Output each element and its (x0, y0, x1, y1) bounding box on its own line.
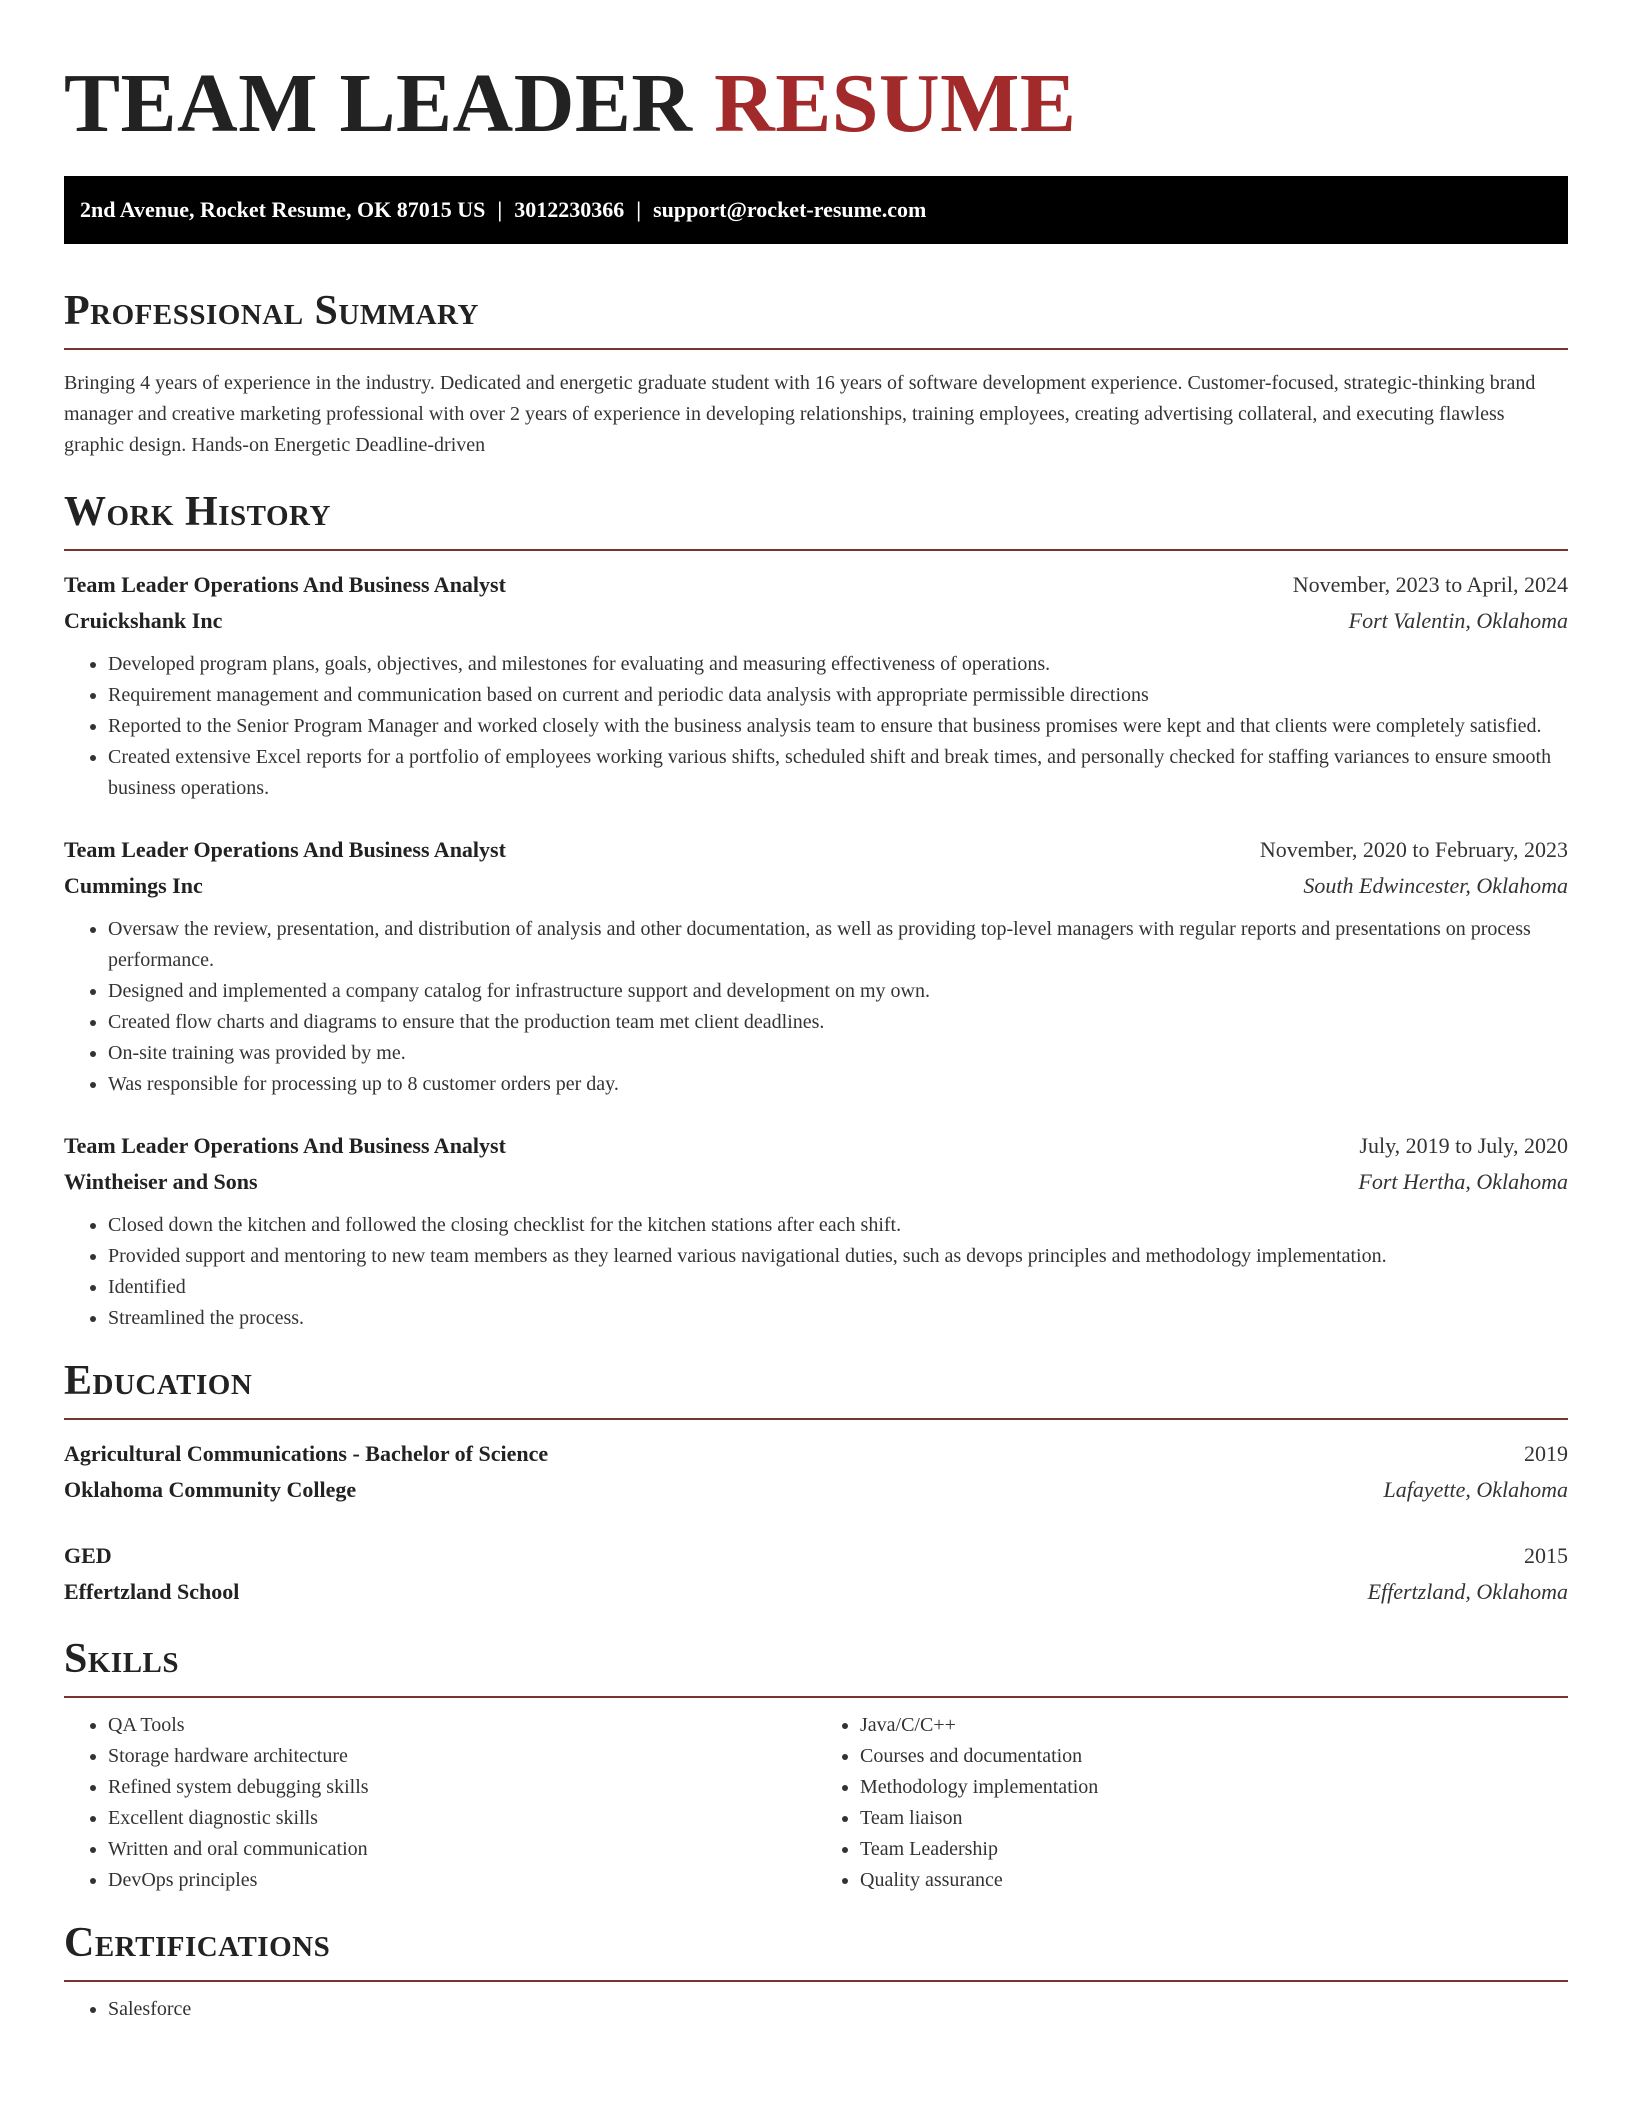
job-dates: November, 2020 to February, 2023 (1259, 837, 1568, 862)
list-item: • Designed and implemented a company catalog for infrastructure support and development on my own. (108, 976, 1568, 1007)
job-bullets (64, 914, 1568, 1100)
list-item: • Team Leadership (860, 1834, 1568, 1865)
title-main: TEAM LEADER (64, 57, 715, 150)
contact-phone: 3012230366 (514, 197, 625, 222)
job-bullets (64, 1210, 1568, 1334)
skills-list-left (64, 1710, 816, 1896)
section-title-education: Education (64, 1358, 253, 1404)
education-school-row (64, 1574, 1568, 1610)
section-title-summary: Professional Summary (64, 288, 479, 334)
job-company: Cruickshank Inc (64, 608, 223, 633)
job-location: South Edwincester, Oklahoma (1303, 873, 1568, 898)
summary-text: Bringing 4 years of experience in the industry. Dedicated and energetic graduate student with 16 years of software development experience. Customer-focused, strategic-thinking brand manager and creative marketing professional with over 2 years of experience in developing relationships, training employees, creating advertising collateral, and executing flawless graphic design. Hands-on Energetic Deadline-driven (64, 372, 1536, 456)
section-title-certifications: Certifications (64, 1920, 331, 1966)
job-company-row (64, 868, 1568, 904)
job-header-row (64, 1128, 1568, 1164)
skills-grid (64, 1710, 1568, 1896)
education-year: 2015 (1524, 1543, 1568, 1568)
section-divider (64, 1418, 1568, 1420)
job-company: Wintheiser and Sons (64, 1169, 258, 1194)
job-dates: July, 2019 to July, 2020 (1359, 1133, 1568, 1158)
contact-email: support@rocket-resume.com (653, 197, 927, 222)
summary-section (64, 286, 1568, 461)
work-section (64, 487, 1568, 1334)
education-entry (64, 1436, 1568, 1508)
education-location: Effertzland, Oklahoma (1367, 1579, 1568, 1604)
list-item: • Oversaw the review, presentation, and distribution of analysis and other documentation, as well as providing top-level managers with regular reports and presentations on process performance. (108, 914, 1568, 976)
list-item: • Streamlined the process. (108, 1303, 1568, 1334)
contact-separator: | (497, 197, 503, 222)
education-header-row (64, 1436, 1568, 1472)
list-item: • Storage hardware architecture (108, 1741, 816, 1772)
job-company-row (64, 603, 1568, 639)
list-item: • Created extensive Excel reports for a portfolio of employees working various shifts, scheduled shift and break times, and personally checked for staffing variances to ensure smooth business operations. (108, 742, 1568, 804)
education-school: Oklahoma Community College (64, 1477, 357, 1502)
job-entry (64, 832, 1568, 1100)
page-title (64, 0, 1568, 176)
list-item: • Team liaison (860, 1803, 1568, 1834)
contact-bar (64, 176, 1568, 244)
skills-section (64, 1634, 1568, 1896)
job-entry (64, 567, 1568, 804)
job-location: Fort Hertha, Oklahoma (1358, 1169, 1568, 1194)
list-item: • Developed program plans, goals, objectives, and milestones for evaluating and measuring effectiveness of operations. (108, 649, 1568, 680)
education-school-row (64, 1472, 1568, 1508)
contact-separator: | (636, 197, 642, 222)
list-item: • QA Tools (108, 1710, 816, 1741)
education-school: Effertzland School (64, 1579, 240, 1604)
certifications-list (64, 1994, 1568, 2025)
list-item: • Identified (108, 1272, 1568, 1303)
job-header-row (64, 832, 1568, 868)
resume-page (64, 0, 1568, 2025)
job-company-row (64, 1164, 1568, 1200)
education-section (64, 1356, 1568, 1610)
list-item: • Quality assurance (860, 1865, 1568, 1896)
list-item: • Was responsible for processing up to 8 customer orders per day. (108, 1069, 1568, 1100)
section-divider (64, 549, 1568, 551)
education-location: Lafayette, Oklahoma (1383, 1477, 1568, 1502)
education-degree: Agricultural Communications - Bachelor of Science (64, 1441, 549, 1466)
job-location: Fort Valentin, Oklahoma (1348, 608, 1568, 633)
certifications-section (64, 1918, 1568, 2025)
list-item: • Java/C/C++ (860, 1710, 1568, 1741)
job-dates: November, 2023 to April, 2024 (1292, 572, 1568, 597)
list-item: • Salesforce (108, 1994, 1568, 2025)
list-item: • Reported to the Senior Program Manager and worked closely with the business analysis team to ensure that business promises were kept and that clients were completely satisfied. (108, 711, 1568, 742)
contact-address: 2nd Avenue, Rocket Resume, OK 87015 US (80, 197, 486, 222)
education-degree: GED (64, 1543, 112, 1568)
list-item: • Provided support and mentoring to new team members as they learned various navigational duties, such as devops principles and methodology implementation. (108, 1241, 1568, 1272)
list-item: • Created flow charts and diagrams to ensure that the production team met client deadlines. (108, 1007, 1568, 1038)
list-item: • DevOps principles (108, 1865, 816, 1896)
job-title: Team Leader Operations And Business Analyst (64, 837, 506, 862)
list-item: • Courses and documentation (860, 1741, 1568, 1772)
job-bullets (64, 649, 1568, 804)
list-item: • Refined system debugging skills (108, 1772, 816, 1803)
job-header-row (64, 567, 1568, 603)
job-title: Team Leader Operations And Business Analyst (64, 1133, 506, 1158)
section-title-work: Work History (64, 489, 331, 535)
job-title: Team Leader Operations And Business Analyst (64, 572, 506, 597)
education-year: 2019 (1524, 1441, 1568, 1466)
section-divider (64, 1696, 1568, 1698)
list-item: • Requirement management and communication based on current and periodic data analysis with appropriate permissible directions (108, 680, 1568, 711)
skills-list-right (816, 1710, 1568, 1896)
education-header-row (64, 1538, 1568, 1574)
list-item: • Closed down the kitchen and followed the closing checklist for the kitchen stations after each shift. (108, 1210, 1568, 1241)
section-divider (64, 1980, 1568, 1982)
job-company: Cummings Inc (64, 873, 203, 898)
list-item: • Written and oral communication (108, 1834, 816, 1865)
job-entry (64, 1128, 1568, 1334)
section-divider (64, 348, 1568, 350)
title-accent: RESUME (714, 57, 1077, 150)
list-item: • Methodology implementation (860, 1772, 1568, 1803)
list-item: • On-site training was provided by me. (108, 1038, 1568, 1069)
section-title-skills: Skills (64, 1636, 180, 1682)
education-entry (64, 1538, 1568, 1610)
list-item: • Excellent diagnostic skills (108, 1803, 816, 1834)
